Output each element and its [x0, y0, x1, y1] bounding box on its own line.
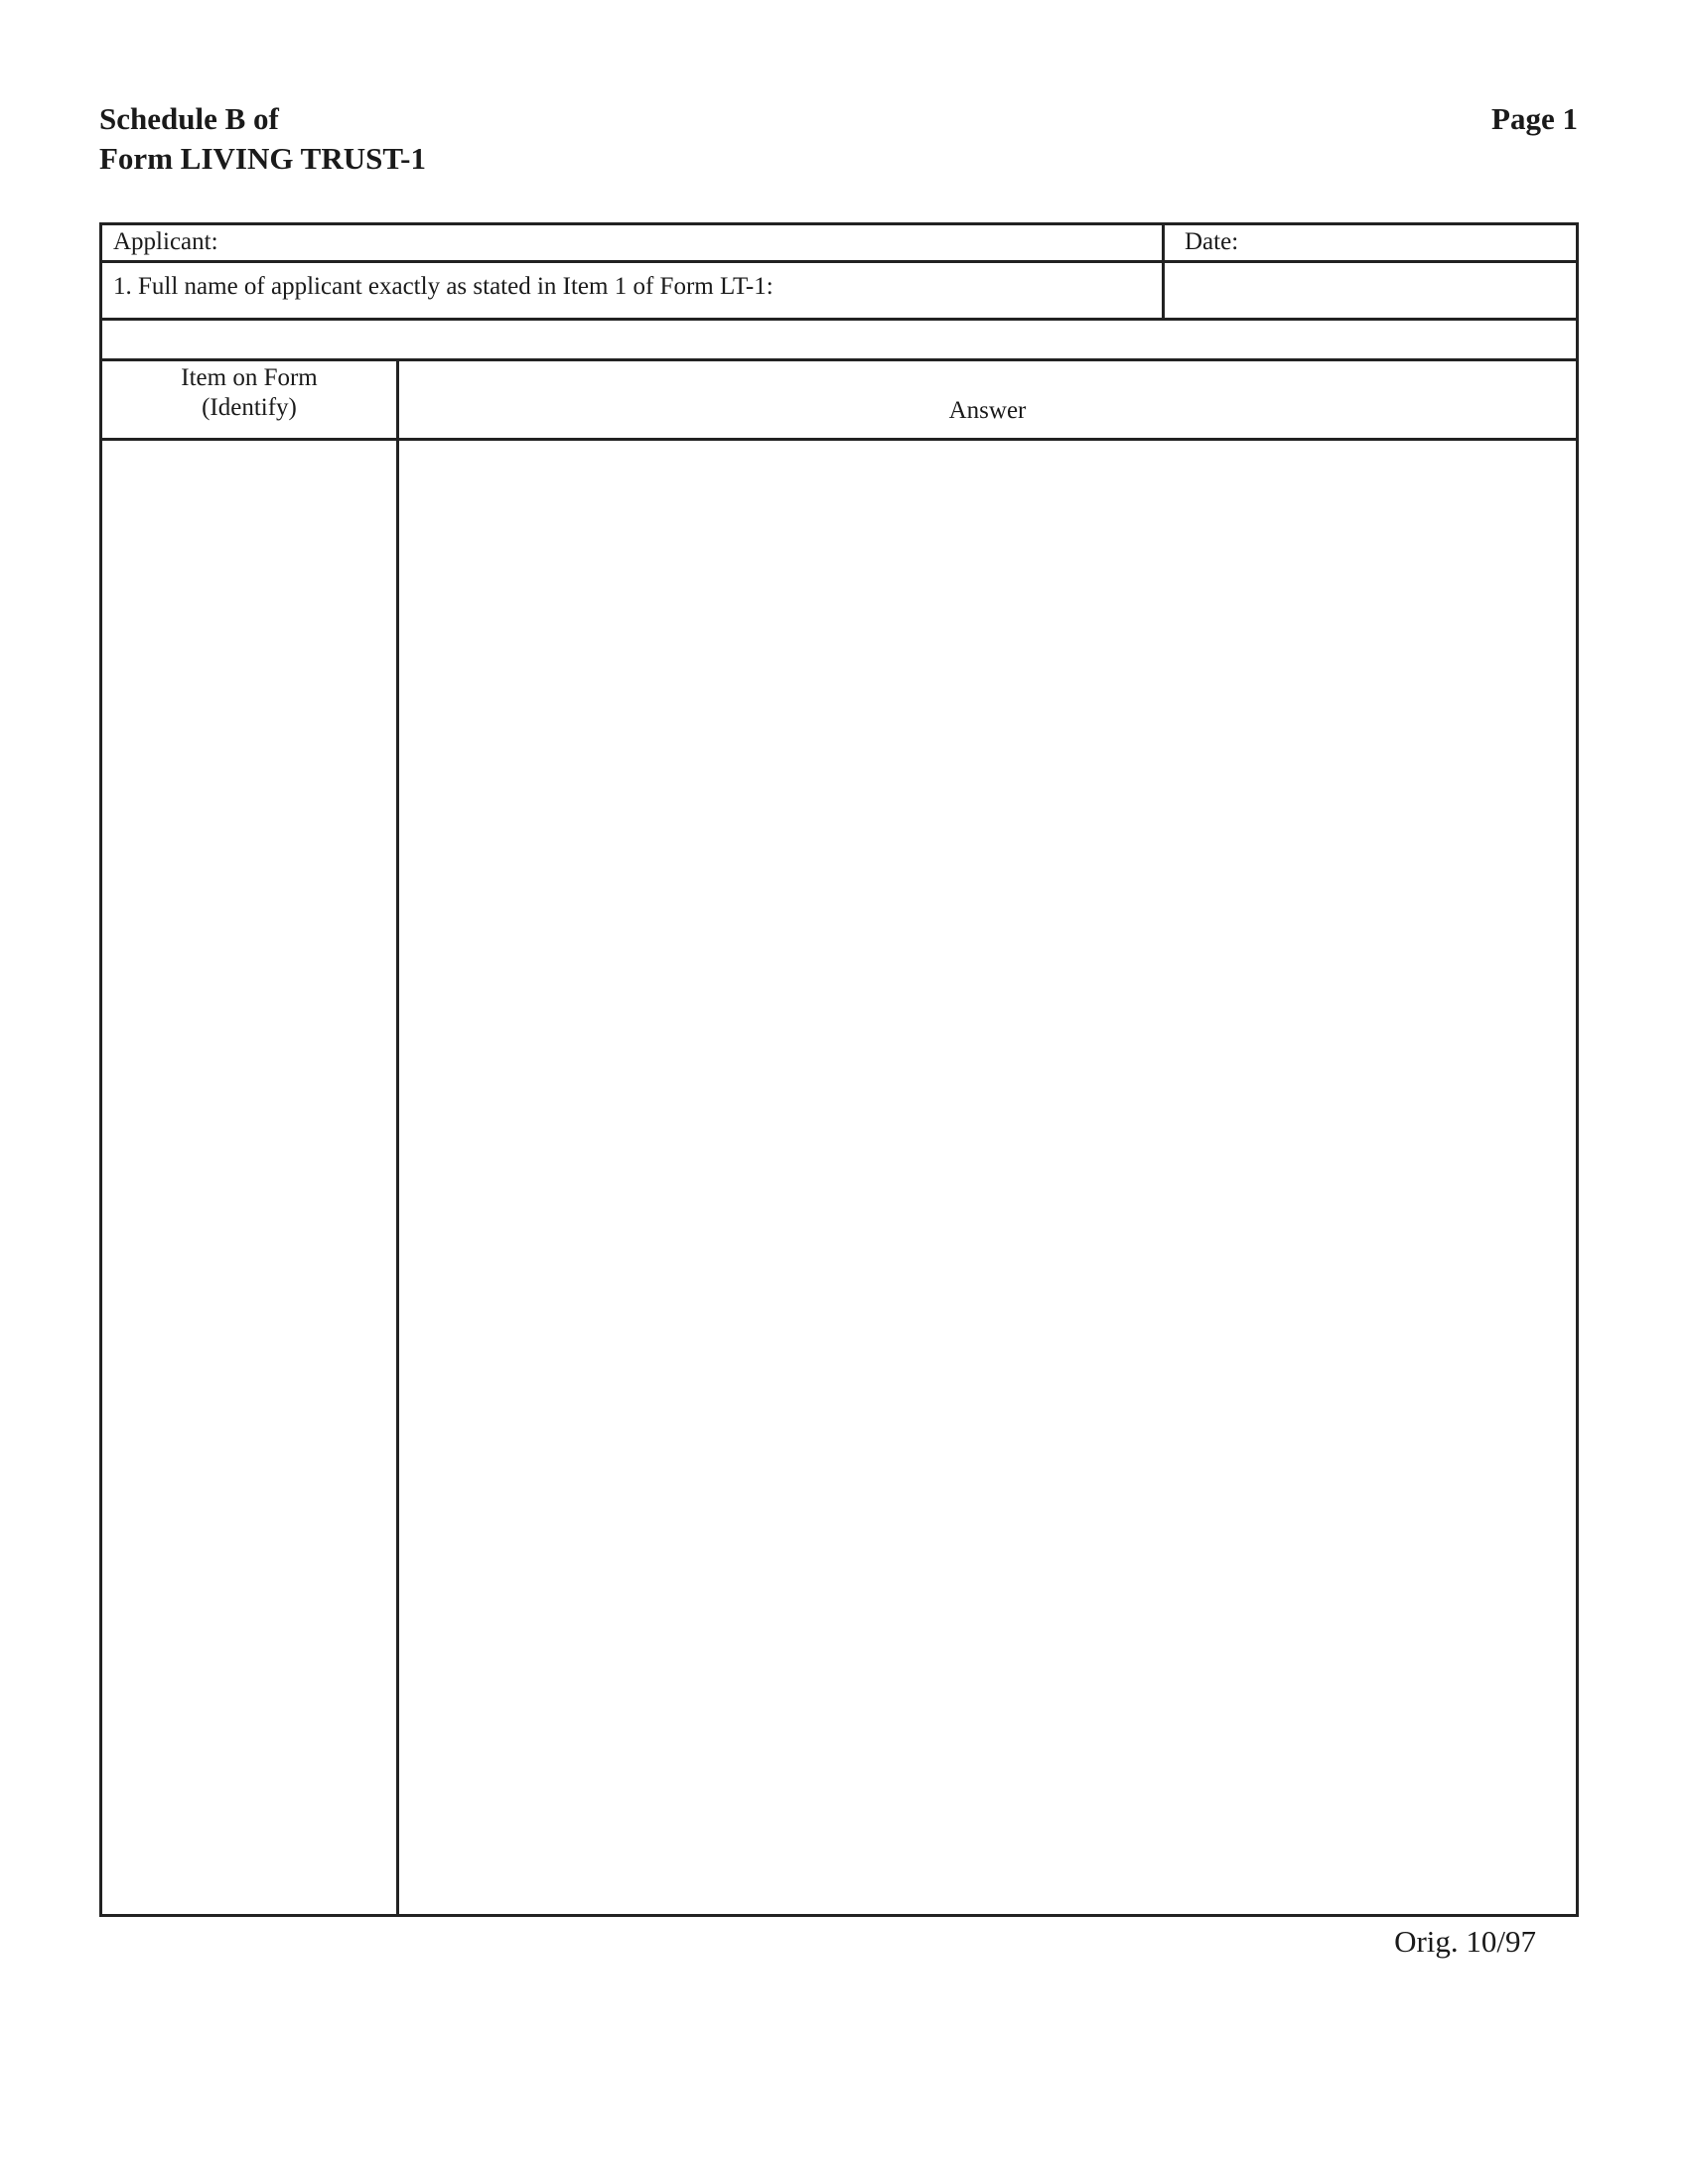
applicant-label: Applicant:: [113, 228, 218, 255]
spacer-row-divider: [99, 358, 1579, 361]
full-name-field[interactable]: [1167, 263, 1574, 318]
page-number: Page 1: [1491, 101, 1578, 136]
answer-column-header: Answer: [948, 397, 1027, 424]
table-bottom-border: [99, 1914, 1579, 1917]
revision-note: Orig. 10/97: [1394, 1924, 1536, 1959]
date-column-divider: [1162, 222, 1165, 321]
applicant-field[interactable]: [248, 225, 1157, 260]
answer-column-area[interactable]: [399, 441, 1576, 1914]
item1-label: 1. Full name of applicant exactly as stated in Item 1 of Form LT-1:: [113, 273, 774, 300]
form-title: [99, 99, 426, 179]
form-title-line1: Schedule B of: [99, 101, 279, 136]
name-row-divider: [99, 318, 1579, 321]
form-title-line2: Form LIVING TRUST-1: [99, 141, 426, 176]
item-column-header-line2: (Identify): [202, 394, 297, 421]
item-column-area[interactable]: [102, 441, 396, 1914]
table-right-border: [1576, 222, 1579, 1917]
item-column-header: [102, 363, 396, 423]
date-label: Date:: [1185, 228, 1239, 255]
date-field[interactable]: [1251, 225, 1574, 260]
item-column-header-line1: Item on Form: [181, 364, 318, 391]
